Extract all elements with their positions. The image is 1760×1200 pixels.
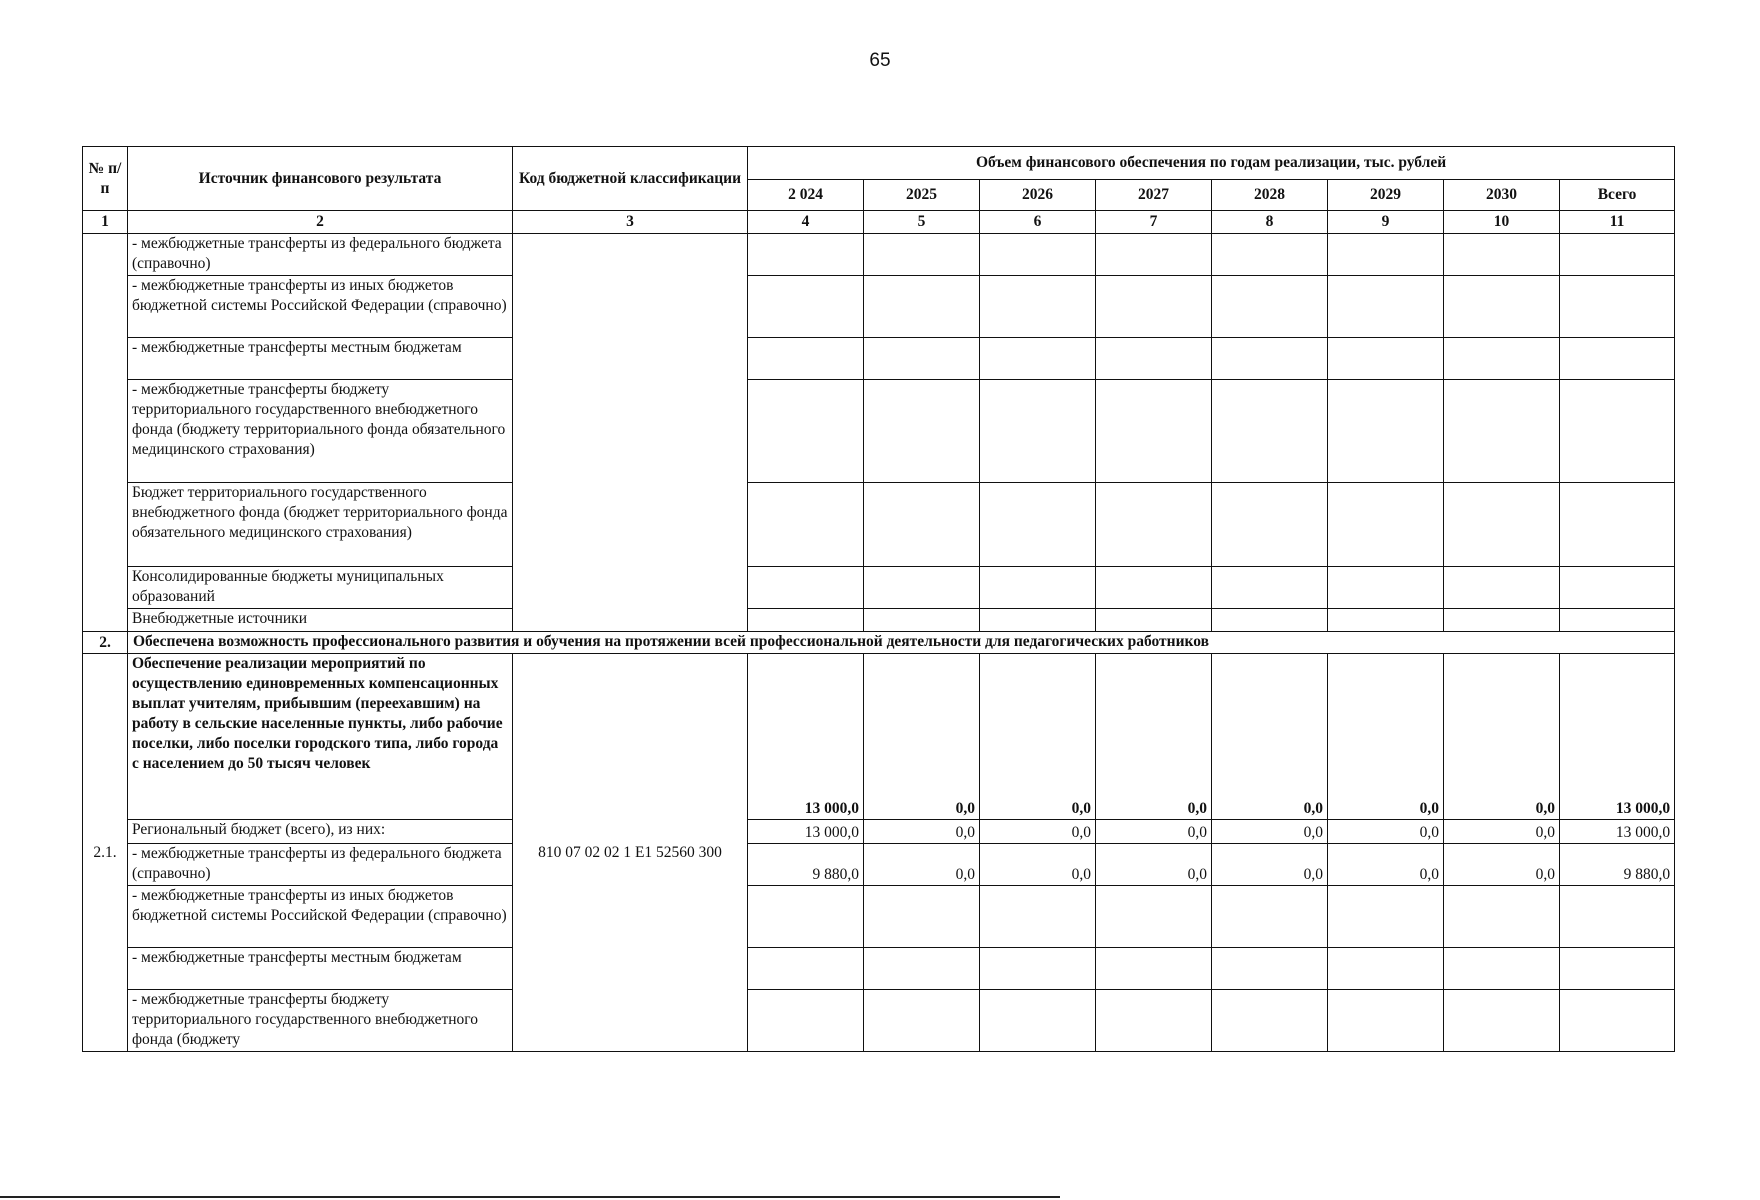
col-number: 5 <box>864 211 980 234</box>
col-number: 2 <box>128 211 513 234</box>
col-number: 11 <box>1560 211 1675 234</box>
row-label: - межбюджетные трансферты местным бюджетам <box>128 338 513 380</box>
total-cell: 9 880,0 <box>1560 844 1675 886</box>
total-cell: 13 000,0 <box>1560 820 1675 844</box>
value-cell: 0,0 <box>980 654 1096 820</box>
table-row <box>83 338 1675 380</box>
value-cell: 0,0 <box>1444 654 1560 820</box>
header-year: 2030 <box>1444 180 1560 211</box>
col-number: 3 <box>513 211 748 234</box>
col-number: 1 <box>83 211 128 234</box>
header-year: 2025 <box>864 180 980 211</box>
value-cell: 0,0 <box>1212 654 1328 820</box>
col-number: 6 <box>980 211 1096 234</box>
financing-table <box>82 146 1675 1052</box>
col-number: 7 <box>1096 211 1212 234</box>
value-cell: 9 880,0 <box>748 844 864 886</box>
row-label: - межбюджетные трансферты из иных бюджетов бюджетной системы Российской Федерации (справочно) <box>128 276 513 338</box>
header-code: Код бюджетной классификации <box>513 147 748 211</box>
row-label: - межбюджетные трансферты из иных бюджетов бюджетной системы Российской Федерации (справочно) <box>128 886 513 948</box>
col-number: 10 <box>1444 211 1560 234</box>
header-volume: Объем финансового обеспечения по годам реализации, тыс. рублей <box>748 147 1675 180</box>
header-source: Источник финансового результата <box>128 147 513 211</box>
bottom-rule <box>0 1196 1060 1198</box>
header-year: 2029 <box>1328 180 1444 211</box>
value-cell: 0,0 <box>864 820 980 844</box>
header-total: Всего <box>1560 180 1675 211</box>
table-row <box>83 609 1675 632</box>
value-cell: 0,0 <box>1444 820 1560 844</box>
row-number-cell <box>83 234 128 632</box>
row-label: - межбюджетные трансферты из федерального бюджета (справочно) <box>128 844 513 886</box>
value-cell: 0,0 <box>864 844 980 886</box>
value-cell: 0,0 <box>1444 844 1560 886</box>
section-title: Обеспечена возможность профессионального развития и обучения на протяжении всей профессиональной деятельности для педагогических работников <box>128 632 1675 654</box>
row-label: - межбюджетные трансферты бюджету территориального государственного внебюджетного фонда (бюджету территориального фонда обязательного медицинского страхования) <box>128 380 513 483</box>
value-cell: 13 000,0 <box>748 820 864 844</box>
col-number: 9 <box>1328 211 1444 234</box>
col-number: 8 <box>1212 211 1328 234</box>
table-row <box>83 380 1675 483</box>
row-label: Внебюджетные источники <box>128 609 513 632</box>
table-row <box>83 990 1675 1052</box>
value-cell: 0,0 <box>1212 844 1328 886</box>
page-number: 65 <box>869 50 891 71</box>
header-year: 2027 <box>1096 180 1212 211</box>
header-num: № п/п <box>83 147 128 211</box>
value-cell: 0,0 <box>864 654 980 820</box>
value-cell: 0,0 <box>1096 654 1212 820</box>
row-label: Консолидированные бюджеты муниципальных образований <box>128 567 513 609</box>
row-label: - межбюджетные трансферты бюджету территориального государственного внебюджетного фонда (бюджету <box>128 990 513 1052</box>
value-cell: 0,0 <box>980 844 1096 886</box>
header-year: 2028 <box>1212 180 1328 211</box>
code-cell <box>513 234 748 632</box>
header-year: 2026 <box>980 180 1096 211</box>
value-cell: 0,0 <box>980 820 1096 844</box>
col-number: 4 <box>748 211 864 234</box>
row-label: - межбюджетные трансферты местным бюджетам <box>128 948 513 990</box>
total-cell: 13 000,0 <box>1560 654 1675 820</box>
table-row <box>83 234 1675 276</box>
value-cell: 0,0 <box>1328 654 1444 820</box>
row-label: Бюджет территориального государственного внебюджетного фонда (бюджет территориального фонда обязательного медицинского страхования) <box>128 483 513 567</box>
table-row <box>83 948 1675 990</box>
table-row <box>83 886 1675 948</box>
value-cell: 0,0 <box>1328 844 1444 886</box>
section-row <box>83 632 1675 654</box>
table-row <box>83 844 1675 886</box>
item-number: 2.1. <box>83 654 128 1052</box>
section-number: 2. <box>83 632 128 654</box>
row-label: Региональный бюджет (всего), из них: <box>128 820 513 844</box>
budget-code: 810 07 02 02 1 E1 52560 300 <box>513 654 748 1052</box>
value-cell: 0,0 <box>1096 820 1212 844</box>
table-row <box>83 276 1675 338</box>
table-row <box>83 820 1675 844</box>
value-cell: 0,0 <box>1096 844 1212 886</box>
table-row <box>83 654 1675 820</box>
row-label: - межбюджетные трансферты из федерального бюджета (справочно) <box>128 234 513 276</box>
value-cell: 0,0 <box>1212 820 1328 844</box>
table-row <box>83 483 1675 567</box>
row-label: Обеспечение реализации мероприятий по осуществлению единовременных компенсационных выплат учителям, прибывшим (переехавшим) на работу в сельские населенные пункты, либо рабочие поселки, либо поселки городского типа, либо города с населением до 50 тысяч человек <box>128 654 513 820</box>
table-row <box>83 567 1675 609</box>
value-cell: 13 000,0 <box>748 654 864 820</box>
value-cell: 0,0 <box>1328 820 1444 844</box>
column-numbers-row <box>83 211 1675 234</box>
header-year: 2 024 <box>748 180 864 211</box>
